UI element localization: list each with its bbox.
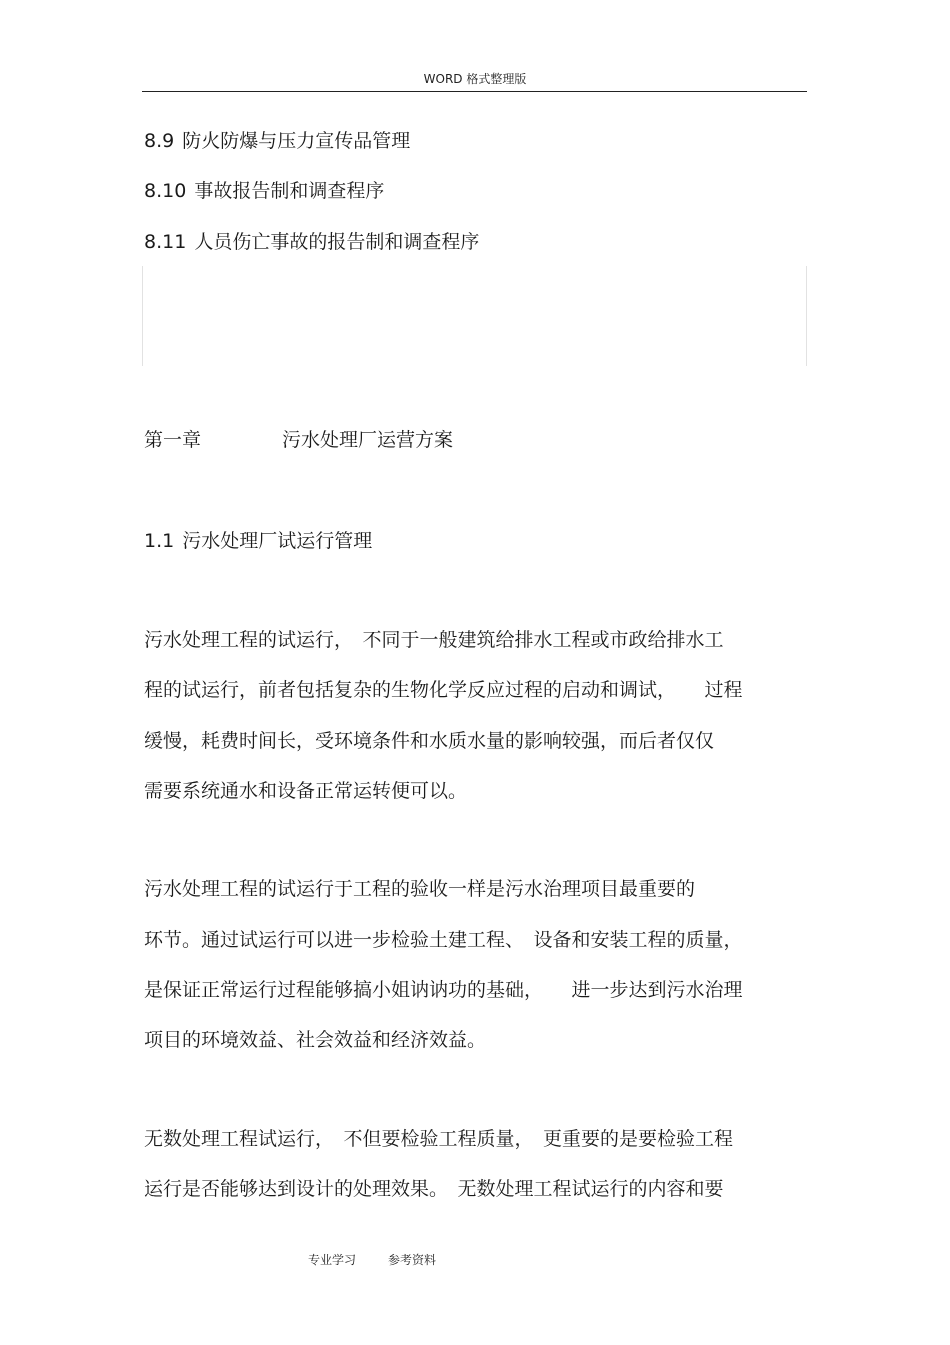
paragraph-line: 环节。通过试运行可以进一步检验土建工程、 设备和安装工程的质量， [144,929,743,951]
toc-item-number: 8.9 [144,130,175,152]
section-title: 污水处理厂试运行管理 [182,530,373,552]
paragraph-line: 缓慢，耗费时间长，受环境条件和水质水量的影响较强，而后者仅仅 [144,730,715,752]
toc-item [144,230,479,254]
header-title: WORD 格式整理版 [423,72,527,86]
footer-right-text: 参考资料 [388,1253,437,1267]
paragraph-line: 运行是否能够达到设计的处理效果。 无数处理工程试运行的内容和要 [144,1178,724,1200]
frame-left-border [142,266,143,366]
paragraph-line: 污水处理工程的试运行， 不同于一般建筑给排水工程或市政给排水工 [144,629,724,651]
toc-item-title: 事故报告制和调查程序 [194,180,385,202]
paragraph-line: 是保证正常运行过程能够搞小姐讷讷功的基础， 进一步达到污水治理 [144,979,743,1001]
chapter-title: 污水处理厂运营方案 [282,429,454,451]
frame-right-border [806,266,807,366]
toc-item [144,129,410,153]
footer-left-text: 专业学习 [308,1253,357,1267]
toc-item-title: 防火防爆与压力宣传品管理 [182,130,411,152]
paragraph-line: 无数处理工程试运行， 不但要检验工程质量， 更重要的是要检验工程 [144,1128,734,1150]
paragraph-line: 程的试运行，前者包括复杂的生物化学反应过程的启动和调试， 过程 [144,679,743,701]
toc-item-number: 8.11 [144,231,187,253]
toc-item-title: 人员伤亡事故的报告制和调查程序 [194,231,480,253]
section-number: 1.1 [144,530,175,552]
chapter-label: 第一章 [144,429,202,451]
paragraph-line: 需要系统通水和设备正常运转便可以。 [144,780,468,802]
toc-item-number: 8.10 [144,180,187,202]
chapter-heading [144,428,454,452]
paragraph-line: 项目的环境效益、社会效益和经济效益。 [144,1029,487,1051]
section-heading [144,529,372,553]
paragraph-line: 污水处理工程的试运行于工程的验收一样是污水治理项目最重要的 [144,878,696,900]
toc-item [144,179,384,203]
header-rule [142,91,807,92]
